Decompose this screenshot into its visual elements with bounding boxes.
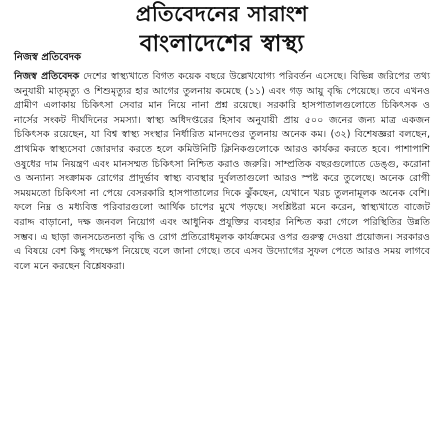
article-byline: নিজস্ব প্রতিবেদক — [14, 52, 82, 63]
article-title: প্রতিবেদনের সারাংশ — [135, 1, 309, 26]
article-subtitle: বাংলাদেশের স্বাস্থ্য — [139, 30, 305, 57]
article-body-text: দেশের স্বাস্থ্যখাতে বিগত কয়েক বছরে উল্লেখযোগ্য পরিবর্তন এসেছে। বিভিন্ন জরিপের তথ্য অনুযায়ী মাতৃমৃত্যু ও শিশুমৃত্যুর হার আগের তুলনায় কমেছে (১১) এবং গড় আয়ু বৃদ্ধি পেয়েছে। তবে এখনও গ্রামীণ এলাকায় চিকিৎসা সেবার মান নিয়ে নানা প্রশ্ন রয়েছে। সরকারি হাসপাতালগুলোতে চিকিৎসক ও নার্সের সংকট দীর্ঘদিনের সমস্যা। স্বাস্থ্য অধিদপ্তরের হিসাব অনুযায়ী প্রায় ৫০০ জনের জন্য মাত্র একজন চিকিৎসক রয়েছেন, যা বিশ্ব স্বাস্থ্য সংস্থার নির্ধারিত মানদণ্ডের তুলনায় অনেক কম। (৩২) বিশেষজ্ঞরা বলছেন, প্রাথমিক স্বাস্থ্যসেবা জোরদার করতে হলে কমিউনিটি ক্লিনিকগুলোকে আরও কার্যকর করতে হবে। পাশাপাশি ওষুধের দাম নিয়ন্ত্রণ এবং মানসম্মত চিকিৎসা নিশ্চিত করাও জরুরি। সাম্প্রতিক বছরগুলোতে ডেঙ্গু, করোনা ও অন্যান্য সংক্রামক রোগের প্রাদুর্ভাব স্বাস্থ্য ব্যবস্থার দুর্বলতাগুলো আরও স্পষ্ট করে তুলেছে। অনেক রোগী সময়মতো চিকিৎসা না পেয়ে বেসরকারি হাসপাতালের দিকে ঝুঁকছেন, যেখানে খরচ তুলনামূলক অনেক বেশি। ফলে নিম্ন ও মধ্যবিত্ত পরিবারগুলো আর্থিক চাপের মুখে পড়ছে। সংশ্লিষ্টরা মনে করেন, স্বাস্থ্যখাতে বাজেট বরাদ্দ বাড়ানো, দক্ষ জনবল নিয়োগ এবং আধুনিক প্রযুক্তির ব্যবহার নিশ্চিত করা গেলে পরিস্থিতির উন্নতি সম্ভব। এ ছাড়া জনসচেতনতা বৃদ্ধি ও রোগ প্রতিরোধমূলক কার্যক্রমের ওপর গুরুত্ব দেওয়া প্রয়োজন। সরকারও এ বিষয়ে বেশ কিছু পদক্ষেপ নিয়েছে বলে জানা গেছে। তবে এসব উদ্যোগের সুফল পেতে আরও সময় লাগবে বলে মনে করছেন বিশ্লেষকরা। — [14, 71, 430, 272]
article-lead: নিজস্ব প্রতিবেদক — [14, 71, 80, 82]
article-body — [14, 70, 430, 274]
